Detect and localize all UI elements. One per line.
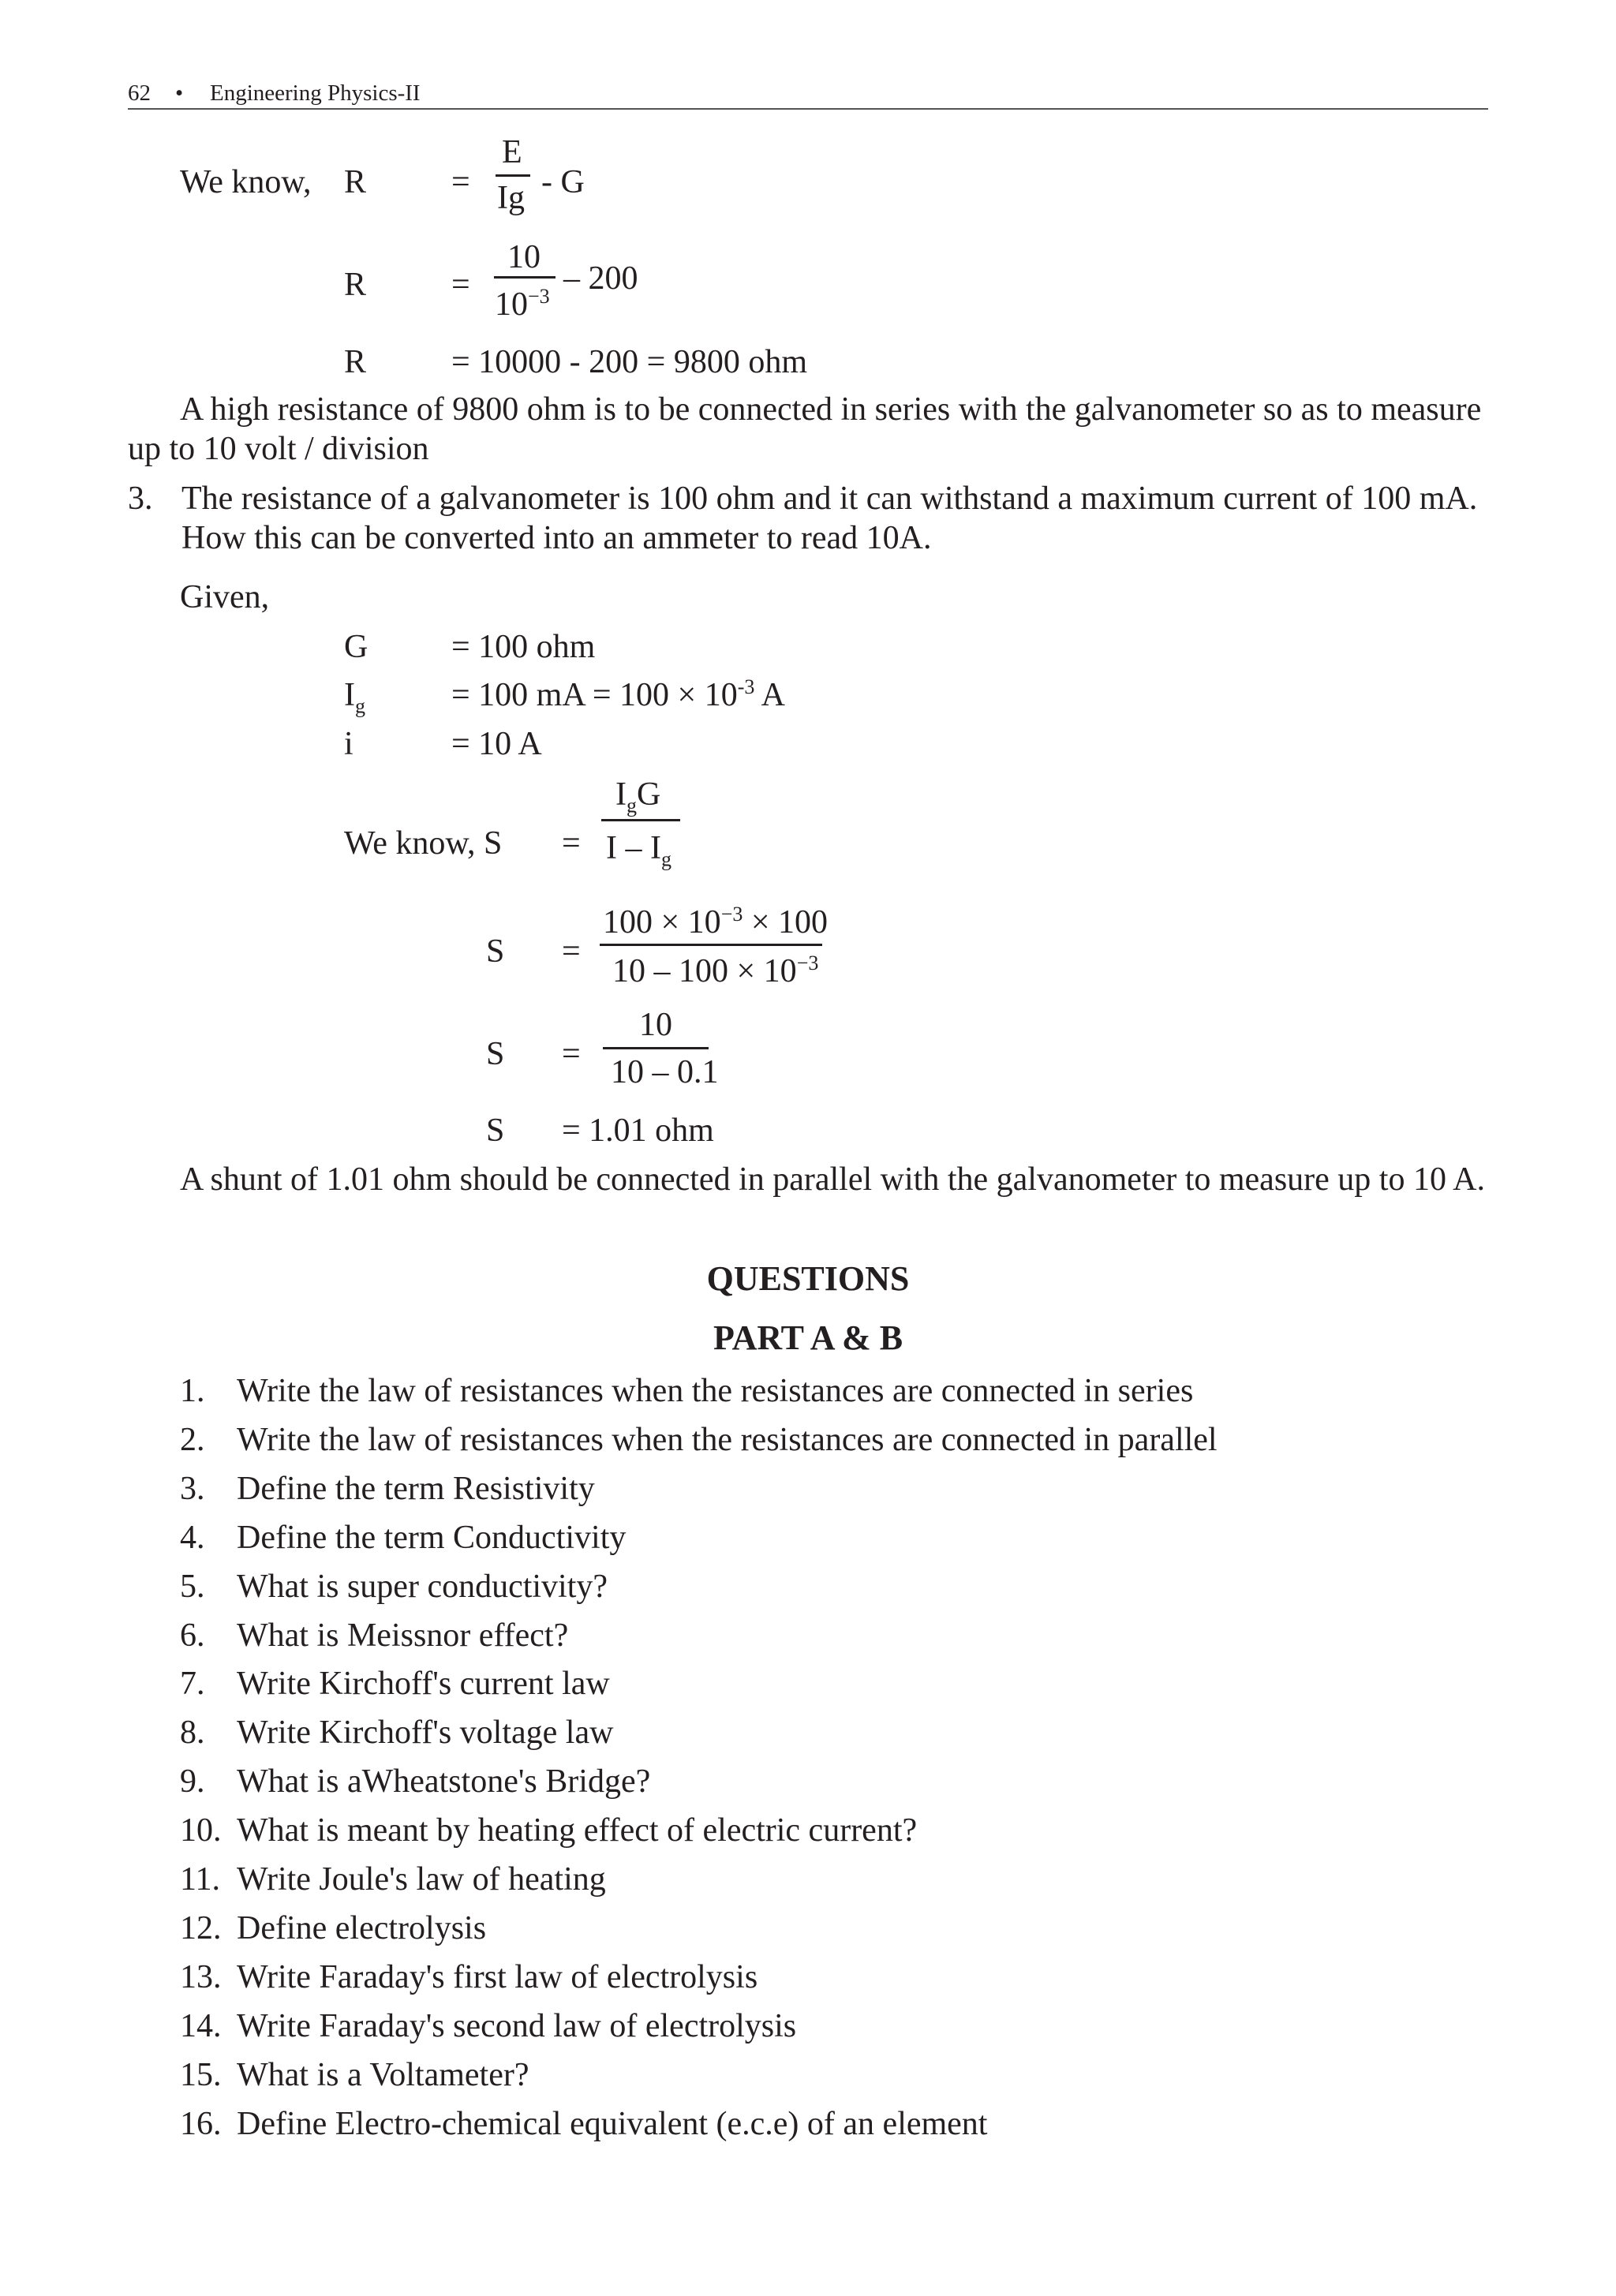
shunt2-equals: =: [562, 933, 581, 970]
problem-3-line-1: The resistance of a galvanometer is 100 ohm and it can withstand a maximum current of 100 mA.: [181, 481, 1478, 517]
question-text: Write Faraday's first law of electrolysis: [237, 1959, 758, 1995]
question-text: What is super conductivity?: [237, 1569, 608, 1605]
question-number: 12.: [180, 1910, 222, 1946]
problem-3-line-2: How this can be converted into an ammeter to read 10A.: [181, 520, 932, 556]
shunt3-fraction-bar: [603, 1047, 709, 1049]
eq1-fraction-bar: [496, 174, 530, 177]
question-number: 11.: [180, 1861, 220, 1898]
eq1-tail: - G: [541, 164, 585, 200]
question-text: Write Joule's law of heating: [237, 1861, 606, 1898]
given-i-symbol: i: [344, 726, 354, 762]
shunt1-denominator: I – $I_g$: [606, 830, 671, 871]
shunt1-equals: =: [562, 825, 581, 862]
eq2-fraction-bar: [494, 276, 556, 279]
question-number: 10.: [180, 1812, 222, 1849]
shunt1-we-know: We know, S: [344, 825, 503, 862]
shunt2-fraction-bar: [600, 944, 822, 946]
shunt2-S: S: [486, 933, 505, 970]
eq3-rhs: = 10000 - 200 = 9800 ohm: [451, 344, 808, 380]
eq1-we-know: We know,: [180, 164, 312, 200]
eq1-equals: =: [451, 164, 470, 200]
shunt1-fraction-bar: [601, 819, 680, 821]
shunt1-numerator: $I_gG$: [615, 776, 661, 817]
questions-title: QUESTIONS: [706, 1259, 910, 1298]
shunt4-rhs: = 1.01 ohm: [562, 1112, 714, 1149]
eq2-denominator: $10^{-3}$: [495, 285, 550, 323]
given-label: Given,: [180, 579, 270, 615]
question-number: 6.: [180, 1617, 205, 1654]
shunt4-S: S: [486, 1112, 505, 1149]
shunt2-denominator: $10 - 100 \times 10^{-3}$: [612, 952, 819, 989]
question-number: 15.: [180, 2057, 222, 2093]
given-Ig-value: = 100 mA = $100 \times 10^{-3}$ A: [451, 675, 785, 713]
eq1-numerator: E: [502, 134, 522, 170]
question-text: Define the term Resistivity: [237, 1471, 595, 1507]
question-number: 9.: [180, 1763, 205, 1800]
page-number: 62: [128, 80, 151, 106]
problem-3-number: 3.: [128, 481, 153, 517]
question-text: Write Kirchoff's current law: [237, 1666, 610, 1702]
question-number: 3.: [180, 1471, 205, 1507]
shunt3-S: S: [486, 1036, 505, 1072]
shunt3-numerator: 10: [639, 1007, 672, 1043]
conclusion-paragraph-1: A high resistance of 9800 ohm is to be connected in series with the galvanometer so as to measure up to 10 volt / division: [128, 391, 1482, 467]
eq2-numerator: 10: [507, 239, 541, 275]
eq1-denominator: Ig: [497, 180, 525, 216]
question-number: 1.: [180, 1373, 205, 1409]
given-i-value: = 10 A: [451, 726, 542, 762]
given-Ig-symbol: $I_g$: [344, 677, 365, 718]
question-number: 8.: [180, 1715, 205, 1751]
header-rule: [128, 108, 1488, 110]
question-text: Define Electro-chemical equivalent (e.c.e) of an element: [237, 2106, 988, 2142]
question-text: What is aWheatstone's Bridge?: [237, 1763, 651, 1800]
question-text: Write the law of resistances when the resistances are connected in series: [237, 1373, 1194, 1409]
eq3-R: R: [344, 344, 367, 380]
question-text: Define electrolysis: [237, 1910, 487, 1946]
given-G-symbol: G: [344, 629, 368, 665]
question-number: 5.: [180, 1569, 205, 1605]
eq2-R: R: [344, 267, 367, 303]
header-bullet: •: [175, 80, 184, 106]
question-number: 7.: [180, 1666, 205, 1702]
question-number: 4.: [180, 1520, 205, 1556]
question-number: 14.: [180, 2008, 222, 2044]
conclusion-paragraph-2: A shunt of 1.01 ohm should be connected in parallel with the galvanometer to measure up to 10 A.: [180, 1161, 1485, 1198]
eq2-tail: – 200: [563, 260, 638, 297]
question-text: What is meant by heating effect of electric current?: [237, 1812, 918, 1849]
shunt2-numerator: $100 \times 10^{-3} \times 100$: [603, 903, 829, 940]
question-text: Define the term Conductivity: [237, 1520, 627, 1556]
eq1-R: R: [344, 164, 367, 200]
question-text: Write Kirchoff's voltage law: [237, 1715, 614, 1751]
questions-subtitle: PART A & B: [713, 1318, 903, 1357]
question-number: 16.: [180, 2106, 222, 2142]
question-number: 2.: [180, 1422, 205, 1458]
question-text: What is a Voltameter?: [237, 2057, 529, 2093]
shunt3-equals: =: [562, 1036, 581, 1072]
question-text: Write Faraday's second law of electrolysis: [237, 2008, 797, 2044]
given-G-value: = 100 ohm: [451, 629, 596, 665]
book-title: Engineering Physics-II: [210, 80, 421, 106]
question-number: 13.: [180, 1959, 222, 1995]
question-text: What is Meissnor effect?: [237, 1617, 569, 1654]
shunt3-denominator: 10 – 0.1: [611, 1054, 719, 1090]
question-text: Write the law of resistances when the resistances are connected in parallel: [237, 1422, 1218, 1458]
eq2-equals: =: [451, 267, 470, 303]
